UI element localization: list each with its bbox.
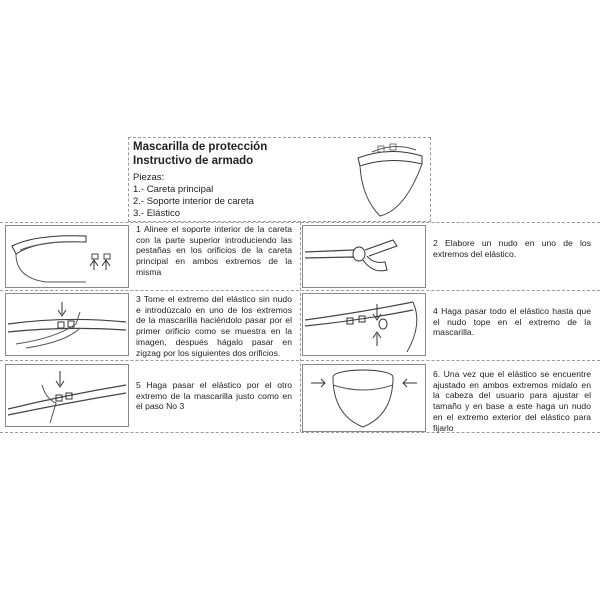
title-line-2: Instructivo de armado xyxy=(133,155,254,167)
step-6-diagram xyxy=(303,365,425,431)
piece-3: 3.- Elástico xyxy=(133,208,180,219)
step-4-text: 4 Haga pasar todo el elástico hasta que el nudo tope en el extremo de la mascarilla. xyxy=(433,306,591,338)
step-5-diagram xyxy=(6,365,128,426)
column-divider xyxy=(300,222,301,432)
piece-2: 2.- Soporte interior de careta xyxy=(133,196,254,207)
step-6-image xyxy=(302,364,426,432)
step-2-diagram xyxy=(303,226,425,287)
step-3-diagram xyxy=(6,294,128,355)
step-2-text: 2 Elabore un nudo en uno de los extremos del elástico. xyxy=(433,238,591,259)
step-6-text: 6. Una vez que el elástico se encuentre ajustado en ambos extremos mídalo en la cabeza del usuario para ajustar el tamaño y en base a este haga un nudo en el extremo exterior del elástico para fijarlo xyxy=(433,369,591,433)
step-4-diagram xyxy=(303,294,425,355)
step-1-image xyxy=(5,225,129,288)
title-line-1: Mascarilla de protección xyxy=(133,141,268,153)
piece-1: 1.- Careta principal xyxy=(133,184,214,195)
step-5-image xyxy=(5,364,129,427)
step-1-text: 1 Alinee el soporte interior de la careta con la parte superior introduciendo las pestañas en los orificios de la careta principal en ambos extremos de la misma xyxy=(136,224,292,277)
step-3-text: 3 Tome el extremo del elástico sin nudo e introdúzcalo en uno de los extremos de la mascarilla haciéndolo pasar por el primer orificio como se muestra en la imagen, después hágalo pasar en zigzag por los siguientes dos orificios. xyxy=(136,294,292,358)
document-title xyxy=(133,140,267,168)
pieces-list xyxy=(133,172,254,220)
face-shield-illustration xyxy=(350,138,434,222)
step-4-image xyxy=(302,293,426,356)
step-5-text: 5 Haga pasar el elástico por el otro extremo de la mascarilla justo como en el paso No 3 xyxy=(136,380,292,412)
step-1-diagram xyxy=(6,226,128,287)
pieces-label: Piezas: xyxy=(133,172,165,183)
step-2-image xyxy=(302,225,426,288)
step-3-image xyxy=(5,293,129,356)
